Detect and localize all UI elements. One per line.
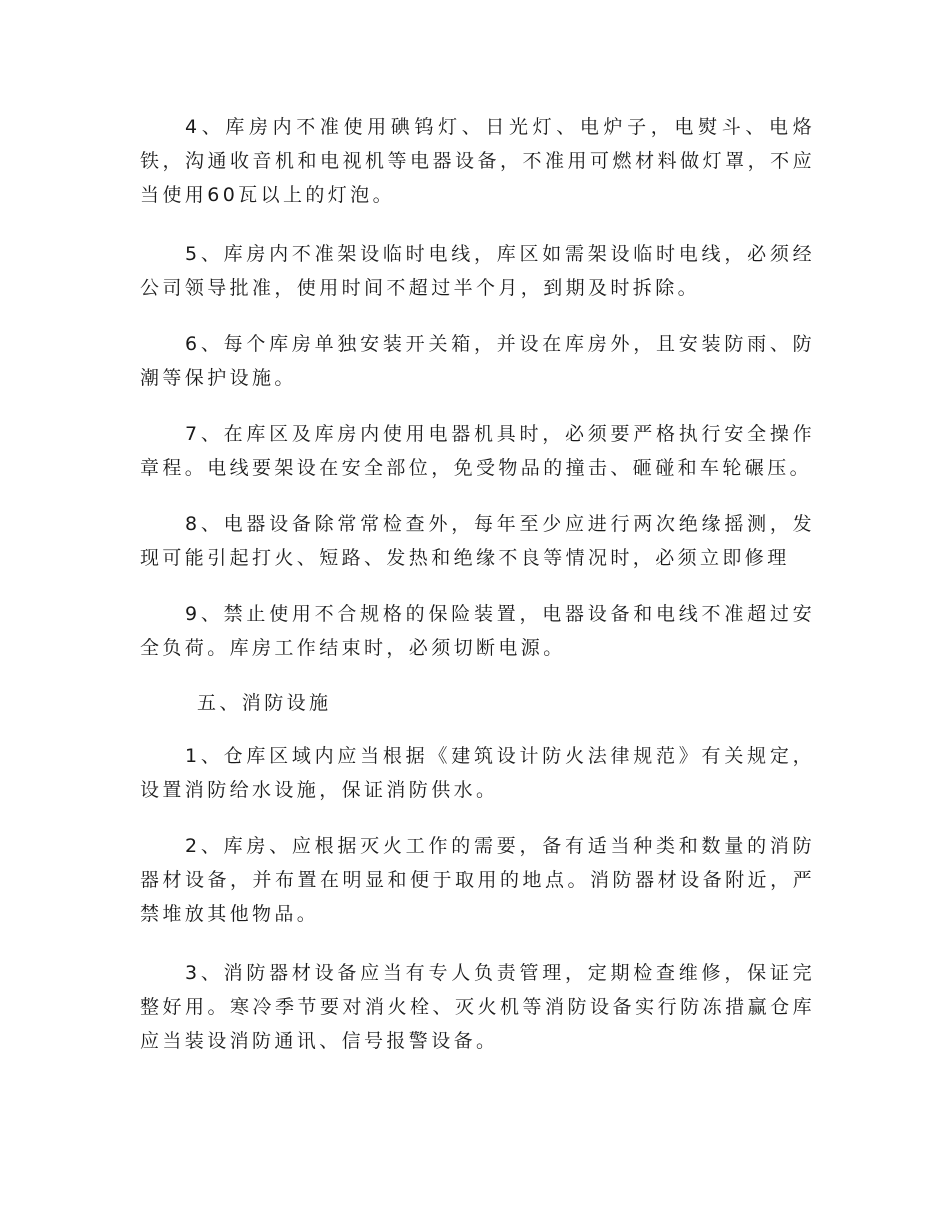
paragraph-item-6: 6、每个库房单独安装开关箱，并设在库房外，且安装防雨、防潮等保护设施。 [140, 333, 815, 389]
paragraph-item-9: 9、禁止使用不合规格的保险装置，电器设备和电线不准超过安全负荷。库房工作结束时，必须切断电源。 [140, 603, 815, 659]
paragraph-item-5: 5、库房内不准架设临时电线，库区如需架设临时电线，必须经公司领导批准，使用时间不超过半个月，到期及时拆除。 [140, 243, 815, 299]
paragraph-item-7: 7、在库区及库房内使用电器机具时，必须要严格执行安全操作章程。电线要架设在安全部位，免受物品的撞击、砸碰和车轮碾压。 [140, 423, 815, 479]
section-paragraph-3: 3、消防器材设备应当有专人负责管理，定期检查维修，保证完整好用。寒冷季节要对消火栓、灭火机等消防设备实行防冻措赢仓库应当装设消防通讯、信号报警设备。 [140, 962, 815, 1052]
section-heading: 五、消防设施 [197, 692, 332, 714]
section-paragraph-2: 2、库房、应根据灭火工作的需要，备有适当种类和数量的消防器材设备，并布置在明显和便于取用的地点。消防器材设备附近，严禁堆放其他物品。 [140, 835, 815, 925]
section-paragraph-1: 1、仓库区域内应当根据《建筑设计防火法律规范》有关规定，设置消防给水设施，保证消防供水。 [140, 745, 815, 801]
paragraph-item-4: 4、库房内不准使用碘钨灯、日光灯、电炉子，电熨斗、电烙铁，沟通收音机和电视机等电器设备，不准用可燃材料做灯罩，不应当使用60瓦以上的灯泡。 [140, 116, 815, 206]
paragraph-item-8: 8、电器设备除常常检查外，每年至少应进行两次绝缘摇测，发现可能引起打火、短路、发热和绝缘不良等情况时，必须立即修理 [140, 513, 815, 569]
